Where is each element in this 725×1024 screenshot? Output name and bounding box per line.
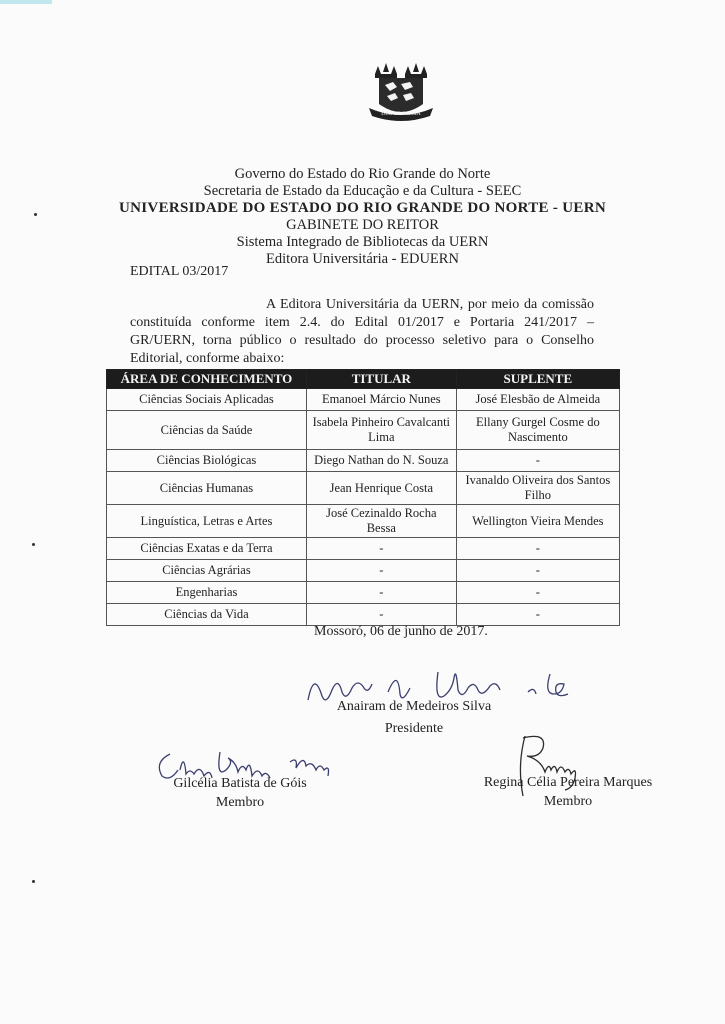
university-seal bbox=[361, 58, 441, 138]
area-cell: Ciências da Saúde bbox=[107, 411, 307, 450]
member2-signature bbox=[478, 773, 658, 811]
titular-cell: Jean Henrique Costa bbox=[306, 472, 456, 505]
seal-motto: DEO ET PATRIA bbox=[381, 111, 421, 117]
suplente-cell: José Elesbão de Almeida bbox=[456, 389, 619, 411]
table-row bbox=[107, 538, 620, 560]
area-cell: Ciências Exatas e da Terra bbox=[107, 538, 307, 560]
titular-cell: - bbox=[306, 582, 456, 604]
president-role: Presidente bbox=[384, 721, 444, 736]
table-row bbox=[107, 411, 620, 450]
table-row bbox=[107, 472, 620, 505]
titular-cell: José Cezinaldo Rocha Bessa bbox=[306, 505, 456, 538]
titular-cell: Diego Nathan do N. Souza bbox=[306, 450, 456, 472]
letterhead-government: Governo do Estado do Rio Grande do Norte bbox=[234, 166, 491, 182]
suplente-cell: Ivanaldo Oliveira dos Santos Filho bbox=[456, 472, 619, 505]
table-header-row bbox=[107, 370, 620, 389]
place-and-date: Mossoró, 06 de junho de 2017. bbox=[314, 624, 488, 639]
table-row bbox=[107, 560, 620, 582]
area-cell: Engenharias bbox=[107, 582, 307, 604]
table-row bbox=[107, 604, 620, 626]
area-cell: Ciências da Vida bbox=[107, 604, 307, 626]
suplente-cell: Ellany Gurgel Cosme do Nascimento bbox=[456, 411, 619, 450]
area-cell: Ciências Agrárias bbox=[107, 560, 307, 582]
letterhead-office: GABINETE DO REITOR bbox=[286, 217, 439, 233]
area-cell: Ciências Humanas bbox=[107, 472, 307, 505]
suplente-cell: - bbox=[456, 560, 619, 582]
member2-role: Membro bbox=[543, 794, 593, 809]
area-cell: Ciências Biológicas bbox=[107, 450, 307, 472]
column-header-titular: TITULAR bbox=[306, 370, 456, 389]
table-row bbox=[107, 505, 620, 538]
letterhead-secretariat: Secretaria de Estado da Educação e da Cultura - SEEC bbox=[203, 183, 522, 199]
scan-speck bbox=[32, 543, 35, 546]
intro-paragraph: A Editora Universitária da UERN, por meio da comissão constituída conforme item 2.4. do Edital 01/2017 e Portaria 241/2017 – GR/UERN, torna público o resultado do processo seletivo para o Conselho Editorial, conforme abaixo: bbox=[130, 297, 594, 366]
table-row bbox=[107, 389, 620, 411]
titular-cell: Emanoel Márcio Nunes bbox=[306, 389, 456, 411]
letterhead-university: UNIVERSIDADE DO ESTADO DO RIO GRANDE DO NORTE - UERN bbox=[119, 200, 606, 216]
table-row bbox=[107, 582, 620, 604]
column-header-area: ÁREA DE CONHECIMENTO bbox=[107, 370, 307, 389]
column-header-suplente: SUPLENTE bbox=[456, 370, 619, 389]
table-row bbox=[107, 450, 620, 472]
area-cell: Linguística, Letras e Artes bbox=[107, 505, 307, 538]
president-name: Anairam de Medeiros Silva bbox=[336, 699, 492, 714]
suplente-cell: - bbox=[456, 538, 619, 560]
area-cell: Ciências Sociais Aplicadas bbox=[107, 389, 307, 411]
edital-number: EDITAL 03/2017 bbox=[130, 264, 229, 279]
suplente-cell: - bbox=[456, 582, 619, 604]
member1-signature bbox=[150, 774, 330, 812]
suplente-cell: - bbox=[456, 450, 619, 472]
scan-edge-mark bbox=[0, 0, 52, 4]
suplente-cell: Wellington Vieira Mendes bbox=[456, 505, 619, 538]
titular-cell: Isabela Pinheiro Cavalcanti Lima bbox=[306, 411, 456, 450]
titular-cell: - bbox=[306, 538, 456, 560]
titular-cell: - bbox=[306, 604, 456, 626]
member2-name: Regina Célia Pereira Marques bbox=[483, 775, 653, 790]
suplente-cell: - bbox=[456, 604, 619, 626]
editorial-board-table bbox=[106, 369, 620, 626]
letterhead bbox=[0, 166, 725, 268]
member1-name: Gilcélia Batista de Góis bbox=[173, 776, 307, 791]
letterhead-press: Editora Universitária - EDUERN bbox=[266, 251, 459, 267]
letterhead-library-system: Sistema Integrado de Bibliotecas da UERN bbox=[236, 234, 489, 250]
titular-cell: - bbox=[306, 560, 456, 582]
member1-role: Membro bbox=[215, 795, 265, 810]
scan-speck bbox=[32, 880, 35, 883]
